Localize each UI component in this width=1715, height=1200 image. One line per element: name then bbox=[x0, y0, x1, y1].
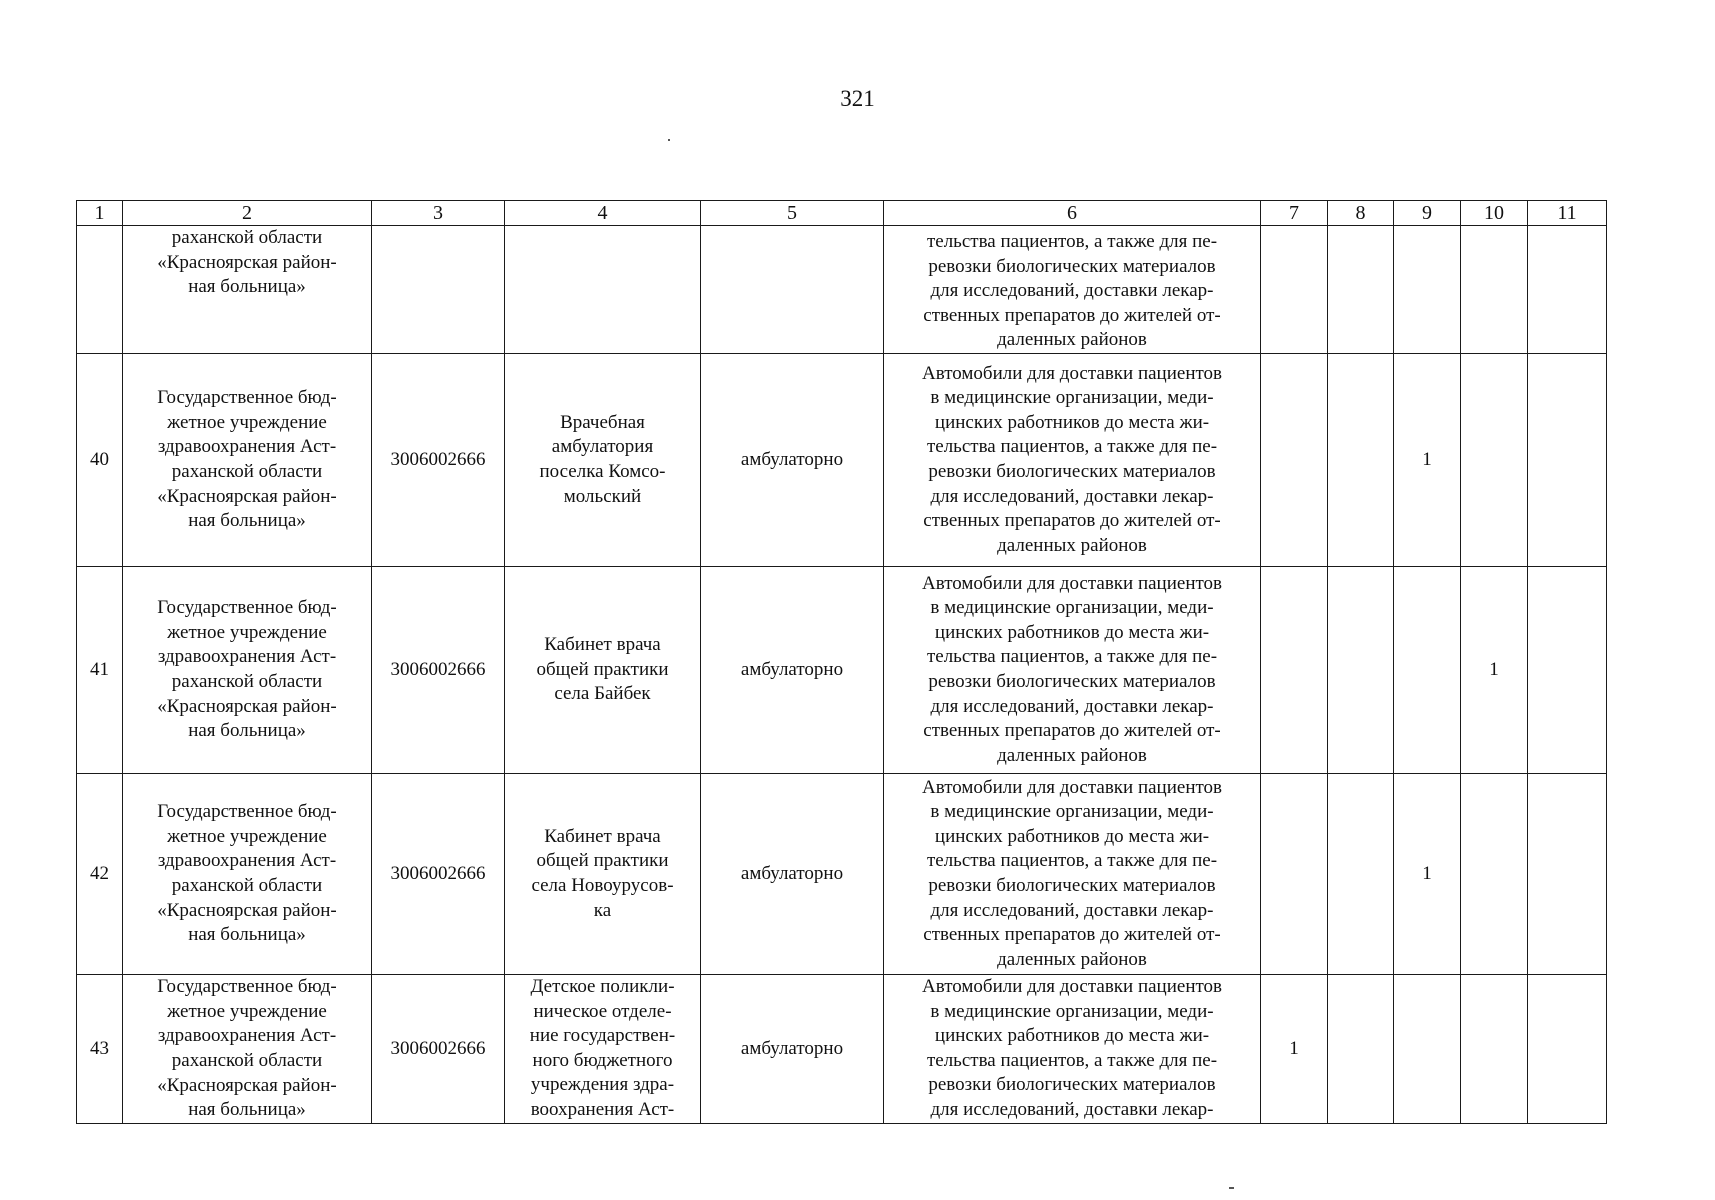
care-mode: амбулаторно bbox=[701, 975, 884, 1124]
count-col-9: 1 bbox=[1394, 354, 1461, 567]
count-col-8 bbox=[1328, 354, 1394, 567]
subdivision-name: Детское поликли- ническое отделе- ние государствен- ного бюджетного учреждения здра- воохранения Аст- bbox=[505, 975, 701, 1124]
count-col-8 bbox=[1328, 975, 1394, 1124]
column-number-row bbox=[77, 201, 1607, 226]
row-number bbox=[77, 226, 123, 354]
count-col-7 bbox=[1261, 774, 1328, 975]
count-col-8 bbox=[1328, 567, 1394, 774]
count-col-9: 1 bbox=[1394, 774, 1461, 975]
organization-name: Государственное бюд- жетное учреждение здравоохранения Аст- раханской области «Красноярская район- ная больница» bbox=[123, 774, 372, 975]
table-row bbox=[77, 226, 1607, 354]
subdivision-name: Врачебная амбулатория поселка Комсо- мольский bbox=[505, 354, 701, 567]
count-col-11 bbox=[1528, 354, 1607, 567]
scan-speck bbox=[1229, 1187, 1234, 1189]
count-col-8 bbox=[1328, 774, 1394, 975]
vehicle-purpose: тельства пациентов, а также для пе- ревозки биологических материалов для исследований, доставки лекар- ственных препаратов до жителей от- даленных районов bbox=[884, 226, 1261, 354]
count-col-7 bbox=[1261, 567, 1328, 774]
count-col-11 bbox=[1528, 975, 1607, 1124]
register-table bbox=[76, 200, 1607, 1124]
care-mode: амбулаторно bbox=[701, 354, 884, 567]
table-row bbox=[77, 354, 1607, 567]
count-col-9 bbox=[1394, 567, 1461, 774]
count-col-9 bbox=[1394, 226, 1461, 354]
row-number: 42 bbox=[77, 774, 123, 975]
inn-value: 3006002666 bbox=[372, 774, 505, 975]
count-col-11 bbox=[1528, 567, 1607, 774]
table-row bbox=[77, 567, 1607, 774]
count-col-9 bbox=[1394, 975, 1461, 1124]
care-mode bbox=[701, 226, 884, 354]
count-col-10 bbox=[1461, 975, 1528, 1124]
column-header: 9 bbox=[1394, 201, 1461, 226]
count-col-11 bbox=[1528, 226, 1607, 354]
subdivision-name: Кабинет врача общей практики села Новоурусов- ка bbox=[505, 774, 701, 975]
organization-name: Государственное бюд- жетное учреждение здравоохранения Аст- раханской области «Красноярская район- ная больница» bbox=[123, 354, 372, 567]
column-header: 6 bbox=[884, 201, 1261, 226]
row-number: 40 bbox=[77, 354, 123, 567]
count-col-8 bbox=[1328, 226, 1394, 354]
row-number: 41 bbox=[77, 567, 123, 774]
column-header: 8 bbox=[1328, 201, 1394, 226]
column-header: 2 bbox=[123, 201, 372, 226]
column-header: 4 bbox=[505, 201, 701, 226]
inn-value: 3006002666 bbox=[372, 567, 505, 774]
table-row bbox=[77, 975, 1607, 1124]
count-col-7 bbox=[1261, 354, 1328, 567]
vehicle-purpose: Автомобили для доставки пациентов в медицинские организации, меди- цинских работников до места жи- тельства пациентов, а также для пе- ревозки биологических материалов для исследований, доставки лекар- ственных препаратов до жителей от- даленных районов bbox=[884, 774, 1261, 975]
column-header: 10 bbox=[1461, 201, 1528, 226]
column-header: 1 bbox=[77, 201, 123, 226]
count-col-7 bbox=[1261, 226, 1328, 354]
scan-speck bbox=[668, 139, 670, 141]
inn-value: 3006002666 bbox=[372, 975, 505, 1124]
count-col-10 bbox=[1461, 354, 1528, 567]
count-col-11 bbox=[1528, 774, 1607, 975]
care-mode: амбулаторно bbox=[701, 774, 884, 975]
count-col-7: 1 bbox=[1261, 975, 1328, 1124]
page-number: 321 bbox=[840, 86, 875, 111]
subdivision-name: Кабинет врача общей практики села Байбек bbox=[505, 567, 701, 774]
vehicle-purpose: Автомобили для доставки пациентов в медицинские организации, меди- цинских работников до места жи- тельства пациентов, а также для пе- ревозки биологических материалов для исследований, доставки лекар- ственных препаратов до жителей от- даленных районов bbox=[884, 354, 1261, 567]
subdivision-name bbox=[505, 226, 701, 354]
column-header: 11 bbox=[1528, 201, 1607, 226]
column-header: 3 bbox=[372, 201, 505, 226]
organization-name: Государственное бюд- жетное учреждение здравоохранения Аст- раханской области «Красноярская район- ная больница» bbox=[123, 567, 372, 774]
table-row bbox=[77, 774, 1607, 975]
count-col-10 bbox=[1461, 774, 1528, 975]
vehicle-purpose: Автомобили для доставки пациентов в медицинские организации, меди- цинских работников до места жи- тельства пациентов, а также для пе- ревозки биологических материалов для исследований, доставки лекар- ственных препаратов до жителей от- даленных районов bbox=[884, 567, 1261, 774]
organization-name: Государственное бюд- жетное учреждение здравоохранения Аст- раханской области «Красноярская район- ная больница» bbox=[123, 975, 372, 1124]
inn-value: 3006002666 bbox=[372, 354, 505, 567]
count-col-10 bbox=[1461, 226, 1528, 354]
count-col-10: 1 bbox=[1461, 567, 1528, 774]
organization-name: раханской области «Красноярская район- ная больница» bbox=[123, 226, 372, 354]
row-number: 43 bbox=[77, 975, 123, 1124]
column-header: 5 bbox=[701, 201, 884, 226]
vehicle-purpose: Автомобили для доставки пациентов в медицинские организации, меди- цинских работников до места жи- тельства пациентов, а также для пе- ревозки биологических материалов для исследований, доставки лекар- bbox=[884, 975, 1261, 1124]
care-mode: амбулаторно bbox=[701, 567, 884, 774]
inn-value bbox=[372, 226, 505, 354]
column-header: 7 bbox=[1261, 201, 1328, 226]
